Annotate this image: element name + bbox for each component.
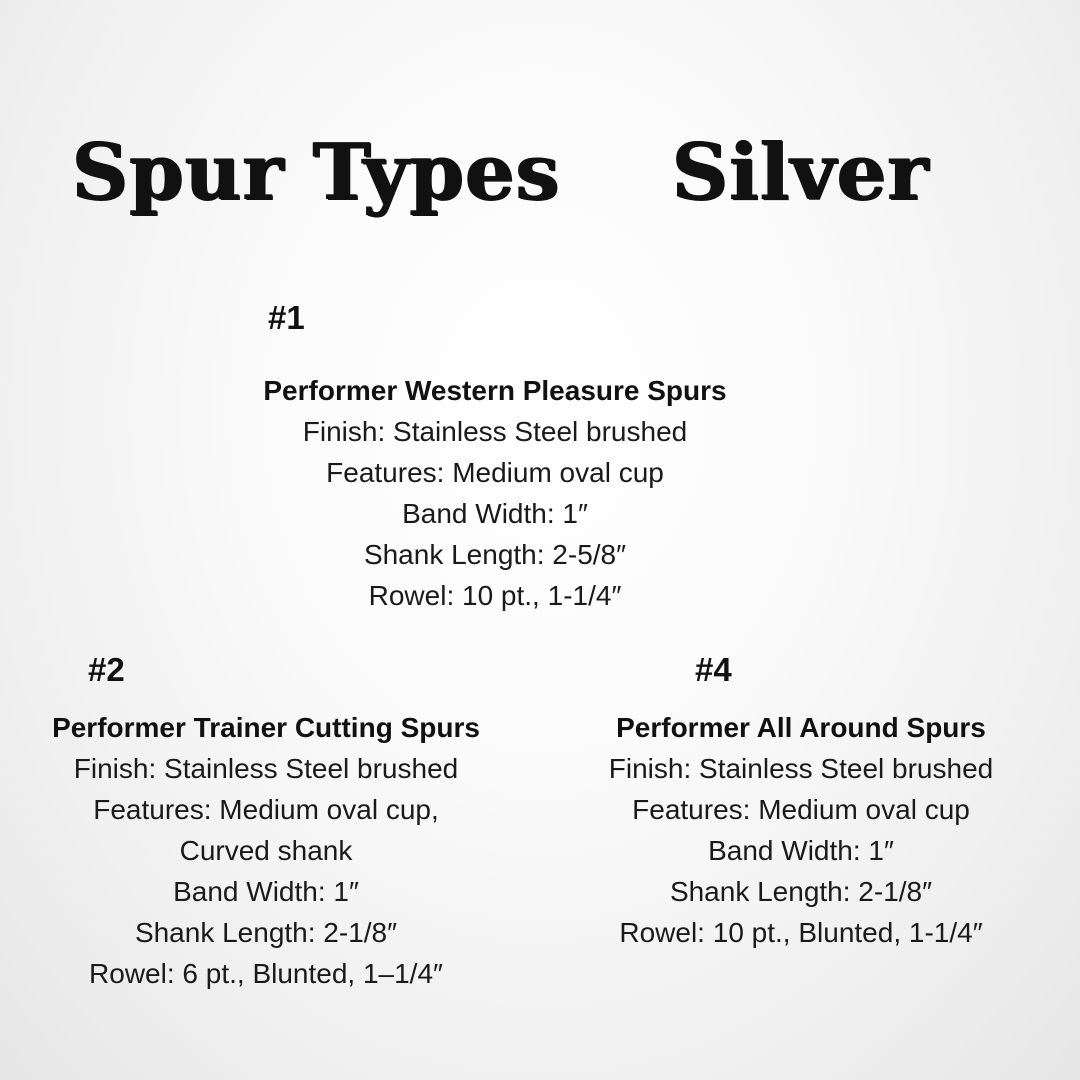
product-block-4 [551, 707, 1051, 953]
product-name: Performer Trainer Cutting Spurs [52, 712, 480, 743]
spec-shank-length: Shank Length: 2-1/8″ [669, 876, 933, 907]
spec-band-width: Band Width: 1″ [173, 876, 359, 907]
spec-finish: Finish: Stainless Steel brushed [73, 753, 459, 784]
spec-band-width: Band Width: 1″ [402, 498, 588, 529]
spec-rowel: Rowel: 10 pt., Blunted, 1-1/4″ [619, 917, 983, 948]
product-name: Performer All Around Spurs [616, 712, 986, 743]
product-number-4: #4 [695, 651, 732, 688]
spec-rowel: Rowel: 6 pt., Blunted, 1–1/4″ [89, 958, 443, 989]
spec-finish: Finish: Stainless Steel brushed [302, 416, 688, 447]
product-name: Performer Western Pleasure Spurs [263, 375, 727, 406]
spec-shank-length: Shank Length: 2-5/8″ [363, 539, 627, 570]
product-number-2: #2 [88, 651, 125, 688]
product-block-1 [195, 370, 795, 616]
spec-features: Features: Medium oval cup [326, 457, 664, 488]
spec-shank-length: Shank Length: 2-1/8″ [134, 917, 398, 948]
spec-features: Features: Medium oval cup [632, 794, 970, 825]
spec-band-width: Band Width: 1″ [708, 835, 894, 866]
title-spur-types: Spur Types [72, 127, 561, 218]
spec-features: Features: Medium oval cup, [93, 794, 439, 825]
product-number-1: #1 [268, 299, 305, 336]
title-silver: Silver [672, 127, 930, 218]
spec-finish: Finish: Stainless Steel brushed [608, 753, 994, 784]
product-block-2 [16, 707, 516, 994]
spec-features-continued: Curved shank [179, 835, 353, 866]
spec-rowel: Rowel: 10 pt., 1-1/4″ [368, 580, 622, 611]
